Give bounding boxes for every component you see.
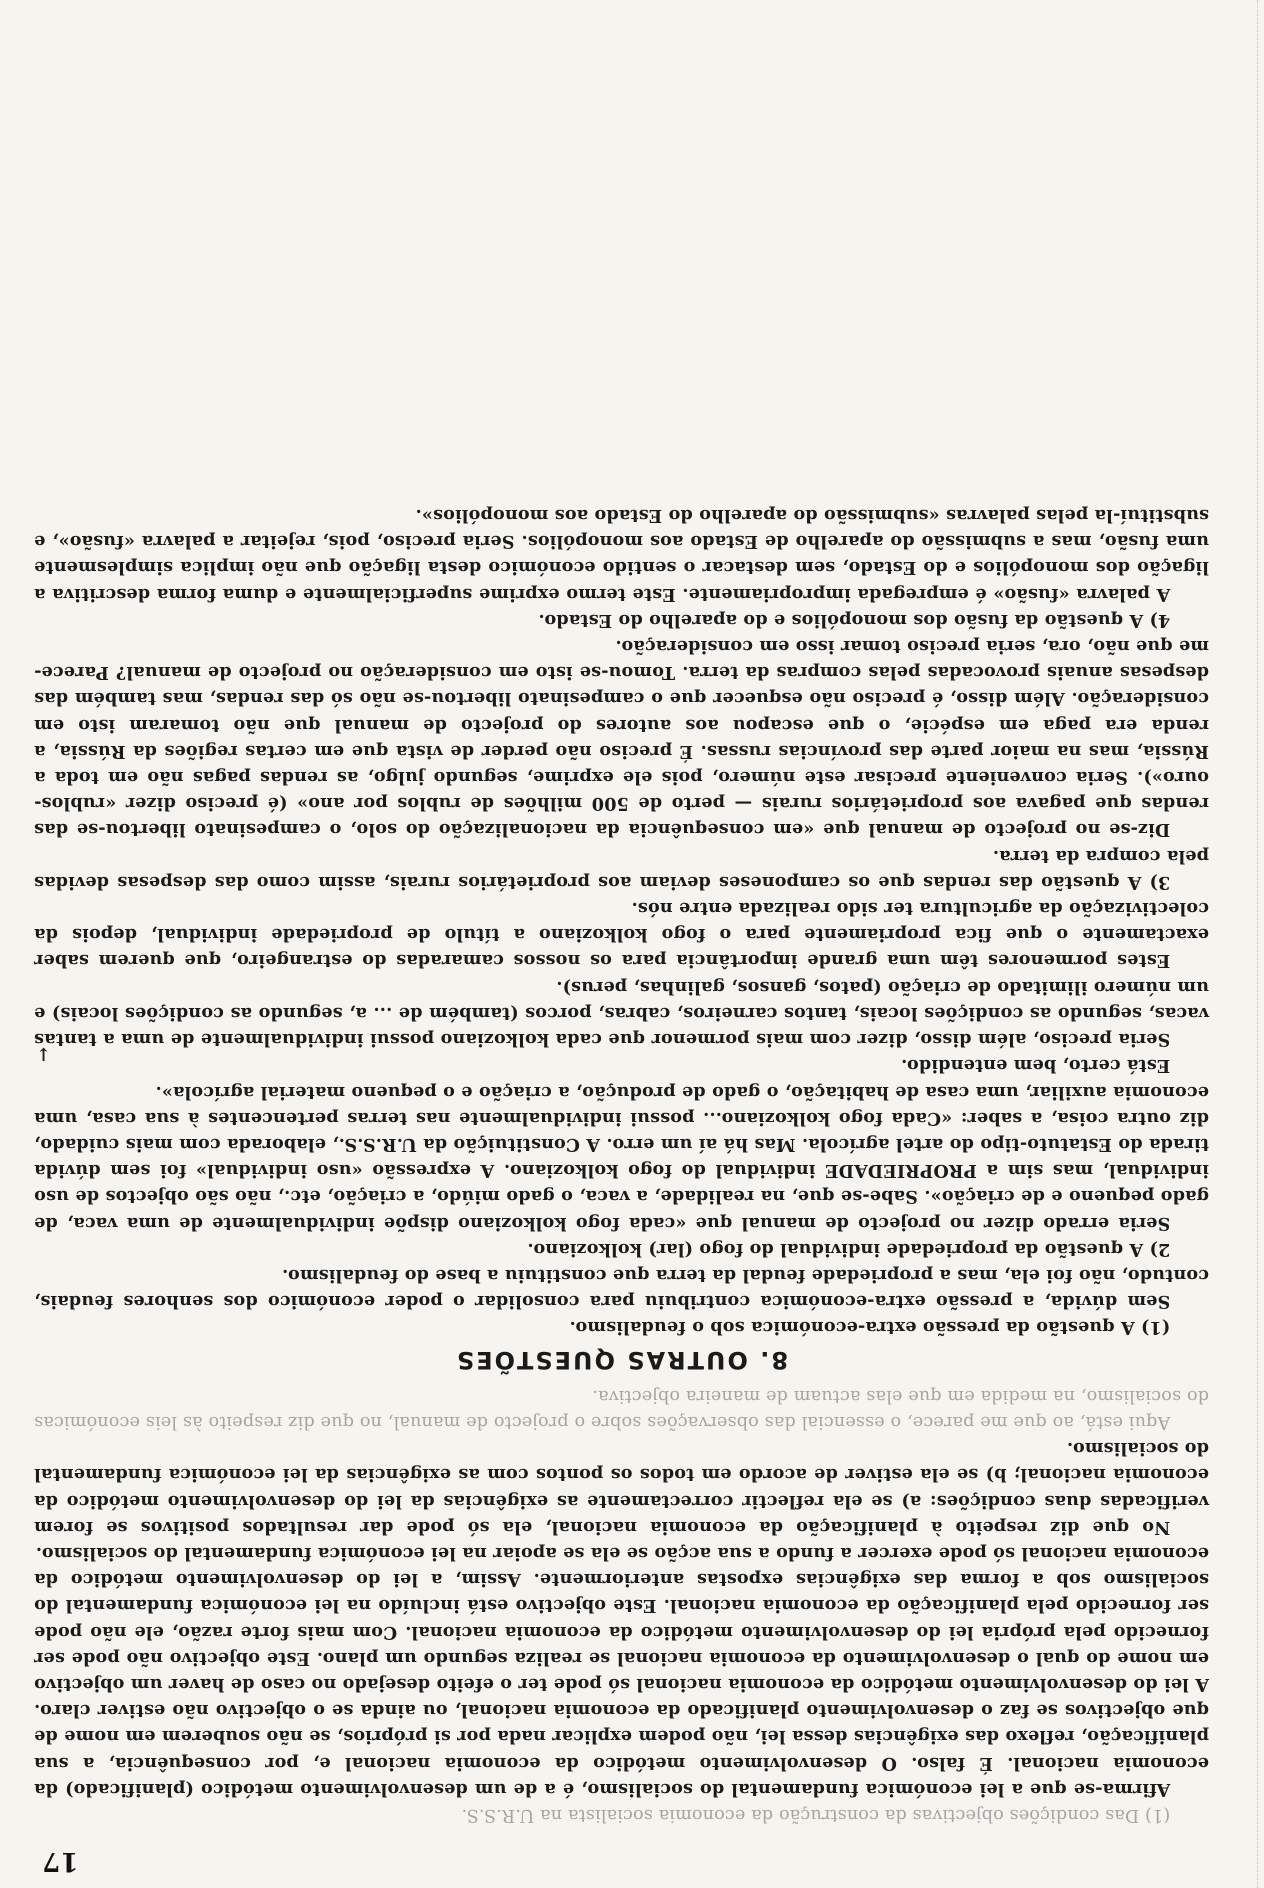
paragraph-planning: No que diz respeito à planificação da economia nacional, ela só pode dar resultados positivos se forem verificadas duas condições: a) se ela reflectir correctamente as exigências da lei do desenvolvimento metódico da economia nacional; b) se ela estiver de acordo em todos os pontos com as exigências da lei económica fundamental do socialismo. — [34, 1438, 1209, 1538]
paragraph-question-1-body: Sem dúvida, a pressão extra-económica contribuiu para consolidar o poder económico dos senhores feudais, contudo, não foi ela, mas a propriedade feudal da terra que constituiu a base do feudalismo. — [34, 1264, 1209, 1313]
paragraph-question-3-title: 3) A questão das rendas que os camponeses deviam aos proprietários rurais, assim como das despesas devidas pela compra da terra. — [34, 845, 1209, 893]
paragraph-question-2-detail: Seria preciso, além disso, dizer com mais pormenor que cada kolkoziano possui individualmente de uma a tantas vacas, segundo as condições locais, tantos carneiros, cabras, porcos (também de ... a, segundo as condições locais) e um número ilimitado de criação (patos, gansos, galinhas, perus). — [34, 976, 1209, 1051]
paragraph-fundamental-law: Afirma-se que a lei económica fundamental do socialismo, é a de um desenvolvimento metódico (planificado) da economia nacional. É falso. O desenvolvimento metódico da economia nacional e, por consequência, a sua planificação, reflexo das exigências dessa lei, não podem explicar nada por si próprios, se não souberem em nome de que objectivos se faz o desenvolvimento planificado da economia nacional, ou ainda se o objectivo não estiver claro. A lei do desenvolvimento metódico da economia nacional só pode ter o efeito desejado no caso de haver um objectivo em nome do qual o desenvolvimento da economia nacional se realiza segundo um plano. Este objectivo não pode ser fornecido pela própria lei do desenvolvimento metódico da economia nacional. Com mais forte razão, ele não pode ser fornecido pela planificação da economia nacional. Este objectivo está incluído na lei económica fundamental do socialismo sob a forma das exigências expostas anteriormente. Assim, a lei do desenvolvimento metódico da economia nacional só pode exercer a fundo a sua acção se ela se apoiar na lei económica fundamental do socialismo. — [34, 1542, 1209, 1800]
page-text-block — [34, 58, 1209, 1876]
margin-arrow-mark: ↑ — [36, 1045, 52, 1066]
paragraph-faded-intro: (1) Das condições objectivas da construção da economia socialista na U.R.S.S. — [461, 1805, 1171, 1825]
page-number: 17 — [42, 1846, 79, 1876]
paragraph-question-4-body: A palavra «fusão» é empregada impropriamente. Este termo exprime superficialmente e duma forma descritiva a ligação dos monopólios e do Estado, sem destacar o sentido económico desta ligação que não implica simplesmente uma fusão, mas a submissão do aparelho de Estado aos monopólios. Seria preciso, pois, rejeitar a palavra «fusão», e substituí-la pelas palavras «submissão do aparelho do Estado aos monopólios». — [34, 505, 1209, 605]
paragraph-question-2-body: Seria errado dizer no projecto de manual que «cada fogo kolkoziano dispõe individualmente de uma vaca, de gado pequeno e de criação». Sabe-se que, na realidade, a vaca, o gado miúdo, a criação, etc., não são objectos de uso individual, mas sim a PROPRIEDADE individual do fogo kolkoziano. A expressão «uso individual» foi sem dúvida tirada do Estatuto-tipo do artel agrícola. Mas há aí um erro. A Constituição da U.R.S.S., elaborada com mais cuidado, diz outra coisa, a saber: «Cada fogo kolkoziano... possui individualmente nas terras pertencentes à sua casa, uma economia auxiliar, uma casa de habitação, o gado de produção, a criação e o pequeno material agrícola». — [34, 1081, 1209, 1234]
paragraph-question-1-title: (1) A questão da pressão extra-económica sob o feudalismo. — [569, 1317, 1171, 1339]
section-heading: 8. OUTRAS QUESTÕES — [454, 1345, 789, 1374]
paragraph-question-2-note: Está certo, bem entendido. — [900, 1055, 1171, 1077]
paragraph-question-4-title: 4) A questão da fusão dos monopólios e do aparelho do Estado. — [538, 609, 1171, 631]
paragraph-faded-summary: Aqui está, ao que me parece, o essencial das observações sobre o projecto de manual, no que diz respeito às leis económicas do socialismo, na medida em que elas actuam de maneira objectiva. — [34, 1385, 1209, 1432]
paragraph-question-3-body: Diz-se no projecto de manual que «em consequência da nacionalização do solo, o campesinato libertou-se das rendas que pagava aos proprietários rurais — perto de 500 milhões de rublos por ano» (é preciso dizer «rublos-ouro»). Seria conveniente precisar este número, pois ele exprime, segundo julgo, as rendas pagas não em toda a Rússia, mas na maior parte das províncias russas. É preciso não perder de vista que em certas regiões da Rússia, a renda era paga em espécie, o que escapou aos autores do projecto de manual que não tomaram isto em consideração. Além disso, é preciso não esquecer que o campesinato libertou-se não só das rendas, mas também das despesas anuais provocadas pelas compras da terra. Tomou-se isto em consideração no projecto de manual? Parece-me que não, ora, seria preciso tomar isso em consideração. — [34, 636, 1209, 841]
paragraph-question-2-title: 2) A questão da propriedade individual do fogo (lar) kolkoziano. — [527, 1238, 1171, 1260]
paragraph-question-2-importance: Estes pormenores têm uma grande importância para os nossos camaradas do estrangeiro, que querem saber exactamente o que fica propriamente para o fogo kolkoziano a título de propriedade individual, depois da colectivização da agricultura ter sido realizada entre nós. — [34, 898, 1209, 972]
